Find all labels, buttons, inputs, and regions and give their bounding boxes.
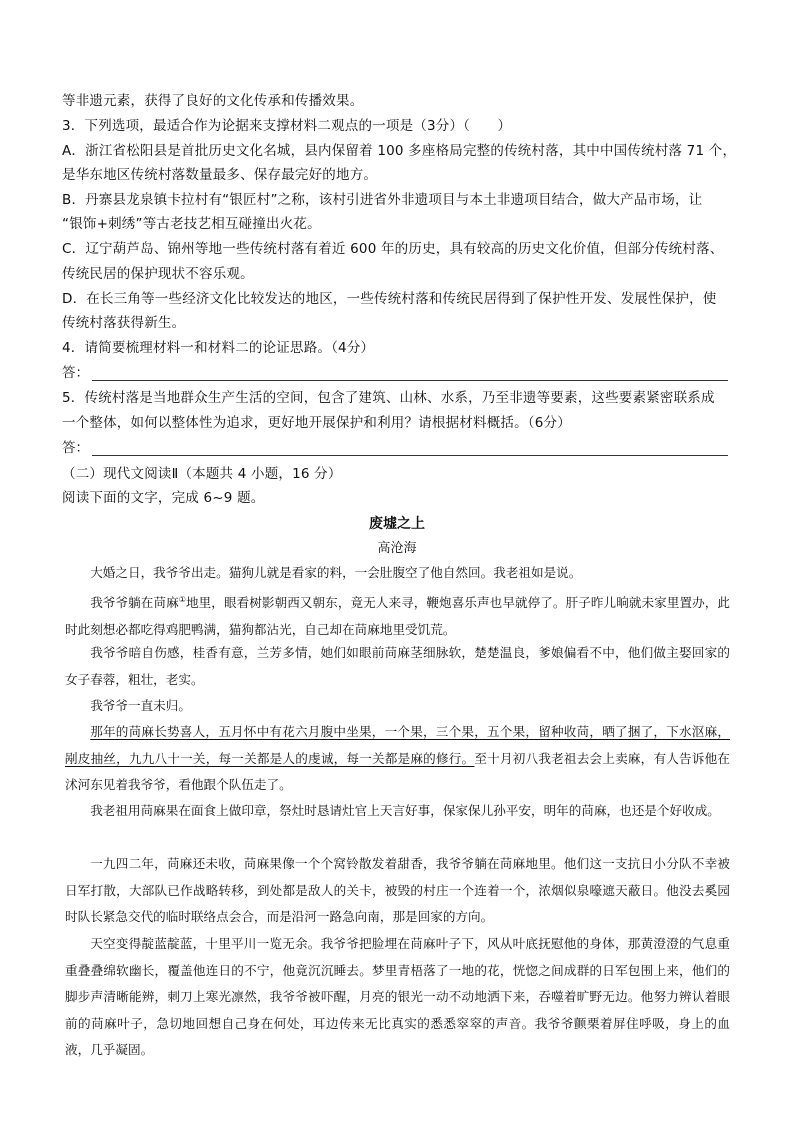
article-paragraph-8: 天空变得靛蓝靛蓝，十里平川一览无余。我爷爷把脸埋在苘麻叶子下，风从叶底抚慰他的身体，那黄澄澄的气息重重叠叠绵软幽长，覆盖他连日的不宁，他竟沉沉睡去。梦里青梧落了一地的花，恍惚之间成群的日军包围上来，他们的脚步声清晰能辨，刺刀上寒光凛然，我爷爷被吓醒，月亮的银光一动不动地洒下来，吞噬着旷野无边。他努力辨认着眼前的苘麻叶子，急切地回想自己身在何处，耳边传来无比真实的悉悉窣窣的声音。我爷爷颤栗着屏住呼吸，身上的血液，几乎凝固。 [65,936,730,1057]
article-paragraph-1: 大婚之日，我爷爷出走。猫狗儿就是看家的料，一会肚腹空了他自然回。我老祖如是说。 [90,565,582,580]
q5-stem-line2: 一个整体，如何以整体性为追求，更好地开展保护和利用？请根据材料概括。（6分） [62,415,571,431]
q3-option-d-line1: D．在长三角等一些经济文化比较发达的地区，一些传统村落和传统民居得到了保护性开发、发展性保护，使 [62,291,717,307]
q5-answer-line[interactable] [92,455,728,456]
article-author: 高沧海 [377,541,417,556]
article-paragraph-4: 我爷爷一直未归。 [90,698,191,713]
q4-answer-line[interactable] [92,380,728,381]
q3-option-c-line2: 传统民居的保护现状不容乐观。 [62,266,254,282]
paragraph-5-rest: 至十月初八我老祖去会上卖麻，有人告诉他在沭河东见着我爷爷，看他跟个队伍走了。 [65,750,731,792]
article-paragraph-6: 我老祖用苘麻果在面食上做印章，祭灶时恳请灶官上天言好事，保家保儿孙平安，明年的苘麻，也还是个好收成。 [90,803,720,818]
q4-stem: 4．请简要梳理材料一和材料二的论证思路。（4分） [62,340,375,356]
q5-stem-line1: 5．传统村落是当地群众生产生活的空间，包含了建筑、山林、水系，乃至非遗等要素，这些要素紧密联系成 [62,390,715,406]
underlined-sentence: 那年的苘麻长势喜人，五月怀中有花六月腹中坐果，一个果，三个果，五个果，留种收苘，晒了捆了，下水沤麻，剐皮抽丝，九九八十一关，每一关都是人的虔诚，每一关都是麻的修行。 [65,724,730,766]
q4-answer-label: 答： [62,365,89,381]
article-title: 废墟之上 [369,516,425,532]
continuation-line: 等非遗元素，获得了良好的文化传承和传播效果。 [62,93,364,109]
q3-option-b-line2: “银饰+刺绣”等古老技艺相互碰撞出火花。 [62,216,321,232]
q3-option-c-line1: C．辽宁葫芦岛、锦州等地一些传统村落有着近 600 年的历史，具有较高的历史文化价值，但部分传统村落、 [62,241,724,257]
q3-stem: 3．下列选项，最适合作为论据来支撑材料二观点的一项是（3分）（ ） [62,118,512,134]
paragraph-2-text-a: 我爷爷躺在苘麻 [90,595,179,611]
footnote-marker: ① [178,595,186,604]
q5-answer-label: 答： [62,440,89,456]
article-paragraph-7: 一九四二年，苘麻还未收，苘麻果像一个个窝铃散发着甜香，我爷爷躺在苘麻地里。他们这一支抗日小分队不幸被日军打散，大部队已作战略转移，到处都是敌人的关卡，被毁的村庄一个连着一个，浓烟似泉嚎遮天蔽日。他没去奚园时队长紧急交代的临时联络点会合，而是沿河一路急向南，那是回家的方向。 [65,856,730,924]
article-paragraph-5 [65,719,730,799]
section-heading: （二）现代文阅读Ⅱ（本题共 4 小题，16 分） [62,466,342,482]
paragraph-2-text-b: 地里，眼看树影朝西又朝东，竟无人来寻，鞭炮喜乐声也早就停了。肝子昨儿晌就未家里置办，此时此刻想必都吃得鸡肥鸭满，猫狗都沾光，自己却在苘麻地里受饥荒。 [65,595,731,637]
article-paragraph-3: 我爷爷暗自伤感，桂香有意，兰芳多情，她们如眼前苘麻茎细脉软，楚楚温良，爹娘偏看不中，他们做主娶回家的女子春蓉，粗壮，老实。 [65,645,730,687]
q3-option-a-line2: 是华东地区传统村落数量最多、保存最完好的地方。 [62,167,378,183]
q3-option-d-line2: 传统村落获得新生。 [62,315,186,331]
article-paragraph-2 [65,587,730,643]
q3-option-b-line1: B．丹寨县龙泉镇卡拉村有“银匠村”之称，该村引进省外非遗项目与本土非遗项目结合，做大产品市场，让 [62,192,703,208]
section-instruction: 阅读下面的文字，完成 6~9 题。 [62,490,265,506]
q3-option-a-line1: A．浙江省松阳县是首批历史文化名城，县内保留着 100 多座格局完整的传统村落，其中中国传统村落 71 个， [62,143,737,159]
